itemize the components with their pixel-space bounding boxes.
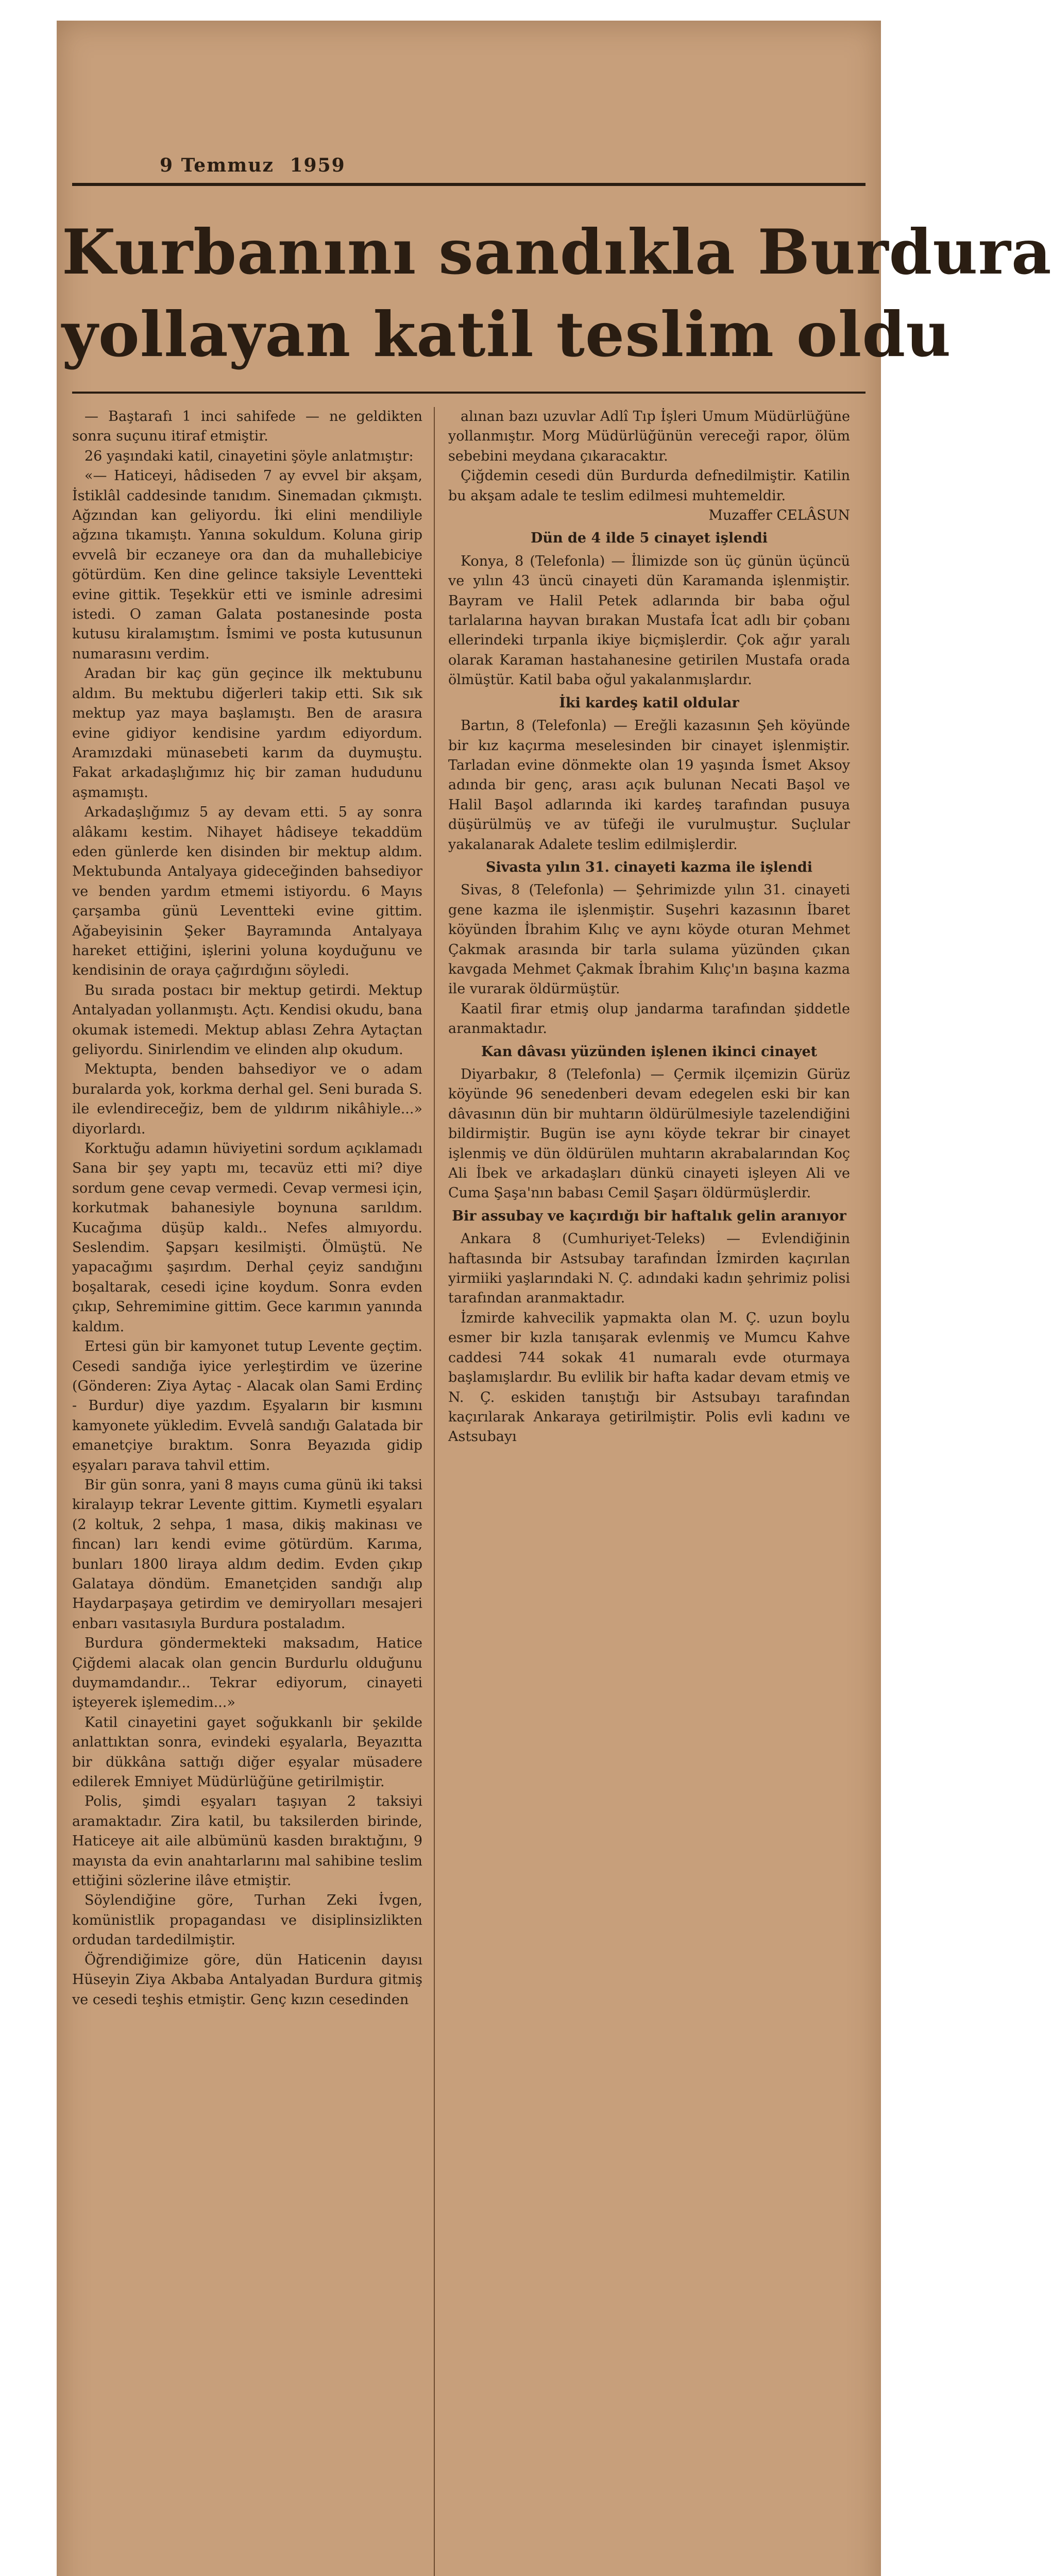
right-subheading: Bir assubay ve kaçırdığı bir haftalık gelin aranıyor: [452, 1208, 846, 1224]
headline-rule: [72, 392, 866, 394]
left-paragraph: 26 yaşındaki katil, cinayetini şöyle anlatmıştır:: [84, 448, 414, 464]
left-paragraph: Korktuğu adamın hüviyetini sordum açıklamadı Sana bir şey yaptı mı, tecavüz etti mi? diye sordum gene cevap vermedi. Cevap vermesi için, korkutmak bahanesiyle boynuna sarıldım. Kucağıma düşüp kaldı.. Nefes almıyordu. Seslendim. Şapşarı kesilmişti. Ölmüştü. Ne yapacağımı şaşırdım. Derhal çeyiz sandığını boşaltarak, cesedi içine koydum. Sonra evden çıkıp, Sehremimine gittim. Gece karımın yanında kaldım.: [72, 1141, 422, 1335]
left-paragraph: Burdura göndermekteki maksadım, Hatice Çiğdemi alacak olan gencin Burdurlu olduğunu duymamdandır... Tekrar ediyorum, cinayeti işteyerek işlemedim...»: [72, 1635, 422, 1711]
right-paragraph: Konya, 8 (Telefonla) — İlimizde son üç günün üçüncü ve yılın 43 üncü cinayeti dün Karamanda işlenmiştir. Bayram ve Halil Petek adlarında bir baba oğul tarlalarına hayvan bırakan Mustafa İcat adlı bir çobanı ellerindeki tırpanla ikiye biçmişlerdir. Çok ağır yaralı olarak Karaman hastahanesine getirilen Mustafa orada ölmüştür. Katil baba oğul yakalanmışlardır.: [448, 553, 850, 688]
right-subheading: İki kardeş katil oldular: [559, 694, 739, 711]
right-paragraph: İzmirde kahvecilik yapmakta olan M. Ç. uzun boylu esmer bir kızla tanışarak evlenmiş ve Mumcu Kahve caddesi 744 sokak 41 numaralı evde oturmaya başlamışlardır. Bu evlilik bir hafta kadar devam etmiş ve N. Ç. eskiden tanıştığı bir Astsubayı tarafından kaçırılarak Ankaraya getirilmiştir. Polis evli kadını ve Astsubayı: [448, 1310, 850, 1445]
issue-year: 1959: [290, 155, 346, 176]
right-paragraph: Diyarbakır, 8 (Telefonla) — Çermik ilçemizin Gürüz köyünde 96 senedenberi devam edegelen eski bir kan dâvasının dün bir muhtarın öldürülmesiyle tazelendiğini bildirmiştir. Bugün ise aynı köyde tekrar bir cinayet işlenmiş ve dün öldürülen muhtarın akrabalarından Koç Ali İbek ve arkadaşları dünkü cinayeti işleyen Ali ve Cuma Şaşa'nın babası Cemil Şaşarı öldürmüşlerdir.: [448, 1066, 850, 1201]
byline: Muzaffer CELÂSUN: [708, 507, 850, 524]
right-subheading: Sivasta yılın 31. cinayeti kazma ile işlendi: [486, 859, 812, 875]
right-paragraph: Sivas, 8 (Telefonla) — Şehrimizde yılın 31. cinayeti gene kazma ile işlenmiştir. Suşehri kazasının İbaret köyünden İbrahim Kılıç ve aynı köyde oturan Mehmet Çakmak arasında bir tarla sulama yüzünden çıkan kavgada Mehmet Çakmak İbrahim Kılıç'ın başına kazma ile vurarak öldürmüştür.: [448, 882, 850, 997]
column-divider: [434, 407, 435, 2576]
right-paragraph: Kaatil firar etmiş olup jandarma tarafından şiddetle aranmaktadır.: [448, 1001, 850, 1037]
issue-day-month: 9 Temmuz: [160, 155, 274, 176]
article-column-right: [448, 407, 850, 1447]
left-paragraph: Mektupta, benden bahsediyor ve o adam buralarda yok, korkma derhal gel. Seni burada S. ile evlendireceğiz, bem de yıldırım nikâhiyle...» diyorlardı.: [72, 1061, 422, 1137]
right-subheading: Dün de 4 ilde 5 cinayet işlendi: [530, 530, 768, 547]
right-paragraph: Çiğdemin cesedi dün Burdurda defnedilmiştir. Katilin bu akşam adale te teslim edilmesi muhtemeldir.: [448, 468, 850, 504]
left-paragraph: Ertesi gün bir kamyonet tutup Levente geçtim. Cesedi sandığa iyice yerleştirdim ve üzerine (Gönderen: Ziya Aytaç - Alacak olan Sami Erdinç - Burdur) diye yazdım. Eşyaların bir kısmını kamyonete yükledim. Evvelâ sandığı Galatada bir emanetçiye bıraktım. Sonra Beyazıda gidip eşyaları parava tahvil ettim.: [72, 1338, 422, 1473]
left-paragraph: Bu sırada postacı bir mektup getirdi. Mektup Antalyadan yollanmıştı. Açtı. Kendisi okudu, bana okumak istemedi. Mektup ablası Zehra Aytaçtan geliyordu. Sinirlendim ve elinden alıp okudum.: [72, 982, 422, 1058]
left-paragraph: Arkadaşlığımız 5 ay devam etti. 5 ay sonra alâkamı kestim. Nihayet hâdiseye tekaddüm eden günlerde ken disinden bir mektup aldım. Mektubunda Antalyaya gideceğinden bahsediyor ve benden yardım etmemi istiyordu. 6 Mayıs çarşamba günü Leventteki evine gittim. Ağabeyisinin Şeker Bayramında Antalyaya hareket ettiğini, işlerini yoluna koyduğunu ve kendisinin de oraya çağırdığını söyledi.: [72, 804, 422, 979]
headline-line-1: Kurbanını sandıkla Burdura: [62, 216, 1052, 289]
left-paragraph: Bir gün sonra, yani 8 mayıs cuma günü iki taksi kiralayıp tekrar Levente gittim. Kıymetli eşyaları (2 koltuk, 2 sehpa, 1 masa, dikiş makinası ve fincan) ları kendi evime götürdüm. Karıma, bunları 1800 liraya aldım dedim. Evden çıkıp Galataya döndüm. Emanetçiden sandığı alıp Haydarpaşaya getirdim ve demiryolları mesajeri enbarı vasıtasıyla Burdura postaladım.: [72, 1477, 422, 1632]
right-paragraph: alınan bazı uzuvlar Adlî Tıp İşleri Umum Müdürlüğüne yollanmıştır. Morg Müdürlüğünün vereceği rapor, ölüm sebebini meydana çıkaracaktır.: [448, 409, 850, 464]
article-column-left: [72, 407, 422, 2010]
right-subheading: Kan dâvası yüzünden işlenen ikinci cinayet: [481, 1043, 818, 1060]
left-paragraph: Söylendiğine göre, Turhan Zeki İvgen, komünistlik propagandası ve disiplinsizlikten ordudan tardedilmiştir.: [72, 1892, 422, 1948]
date-rule: [72, 183, 866, 186]
right-paragraph: Bartın, 8 (Telefonla) — Ereğli kazasının Şeh köyünde bir kız kaçırma meselesinden bir cinayet işlenmiştir. Tarladan evine dönmekte olan 19 yaşında İsmet Aksoy adında bir genç, arası açık bulunan Necati Başol ve Halil Başol adlarında iki kardeş tarafından pusuya düşürülmüş ve av tüfeği ile vurulmuştur. Suçlular yakalanarak Adalete teslim edilmişlerdir.: [448, 718, 850, 853]
issue-date: [98, 155, 871, 176]
left-paragraph: Katil cinayetini gayet soğukkanlı bir şekilde anlattıktan sonra, evindeki eşyalarla, Beyazıtta bir dükkâna sattığı diğer eşyalar müsadere edilerek Emniyet Müdürlüğüne getirilmiştir.: [72, 1714, 422, 1790]
left-paragraph: «— Haticeyi, hâdiseden 7 ay evvel bir akşam, İstiklâl caddesinde tanıdım. Sinemadan çıkmıştı. Ağzından kan geliyordu. İki elini mendiliyle ağzına tıkamıştı. Yanına sokuldum. Koluna girip evvelâ bir eczaneye ora dan da muhallebiciye götürdüm. Ken dine gelince taksiyle Leventteki evine gittik. Teşekkür etti ve isminle adresimi istedi. O zaman Galata postanesinde posta kutusu kiralamıştım. İsmimi ve posta kutusunun numarasını verdim.: [72, 468, 422, 662]
headline-line-2: yollayan katil teslim oldu: [62, 298, 952, 371]
left-paragraph: Öğrendiğimize göre, dün Haticenin dayısı Hüseyin Ziya Akbaba Antalyadan Burdura gitmiş ve cesedi teşhis etmiştir. Genç kızın cesedinden: [72, 1952, 422, 2008]
right-paragraph: Ankara 8 (Cumhuriyet-Teleks) — Evlendiğinin haftasında bir Astsubay tarafından İzmirden kaçırılan yirmiiki yaşlarındaki N. Ç. adındaki kadın şehrimiz polisi tarafından aranmaktadır.: [448, 1231, 850, 1307]
left-paragraph: Polis, şimdi eşyaları taşıyan 2 taksiyi aramaktadır. Zira katil, bu taksilerden birinde, Haticeye ait aile albümünü kasden bıraktığını, 9 mayısta da evin anahtarlarını mal sahibine teslim ettiğini sözlerine ilâve etmiştir.: [72, 1793, 422, 1889]
left-paragraph: — Baştarafı 1 inci sahifede — ne geldikten sonra suçunu itiraf etmiştir.: [72, 409, 422, 445]
left-paragraph: Aradan bir kaç gün geçince ilk mektubunu aldım. Bu mektubu diğerleri takip etti. Sık sık mektup yaz maya başlamıştı. Ben de arasıra evine gidiyor kendisine yardım ediyordum. Aramızdaki münasebeti karım da duymuştu. Fakat arkadaşlığımız hiç bir zaman hududunu aşmamıştı.: [72, 666, 422, 801]
